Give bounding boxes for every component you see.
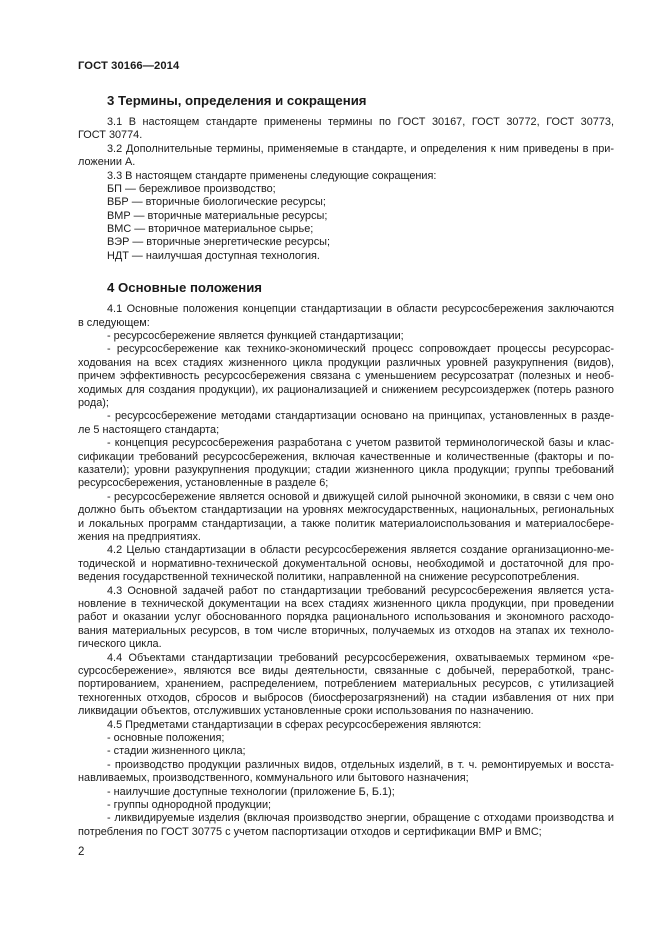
text-line: 4.2 Целью стандартизации в области ресурсосбережения является создание организационно-ме- xyxy=(107,544,614,556)
text-line: тодической и нормативно-технической документальной основы, необходимой и достаточной для про- xyxy=(78,558,614,570)
text-line: ликвидации объектов, отслуживших установленные сроки использования по назначению. xyxy=(78,705,534,717)
text-line: 3.3 В настоящем стандарте применены следующие сокращения: xyxy=(107,170,437,182)
list-item: - ликвидируемые изделия (включая производство энергии, обращение с отходами производства и xyxy=(107,812,614,824)
list-item: - стадии жизненного цикла; xyxy=(107,745,246,757)
text-line: в следующем: xyxy=(78,317,150,329)
text-line: ле 5 настоящего стандарта; xyxy=(78,424,220,436)
list-item: - основные положения; xyxy=(107,732,225,744)
text-line: 3.1 В настоящем стандарте применены термины по ГОСТ 30167, ГОСТ 30772, ГОСТ 30773, xyxy=(107,116,614,128)
abbreviation-item: ВМС — вторичное материальное сырье; xyxy=(107,223,314,235)
text-line: 4.4 Объектами стандартизации требований ресурсосбережения, охватываемых термином «ре- xyxy=(107,652,614,664)
list-item: - наилучшие доступные технологии (приложение Б, Б.1); xyxy=(107,786,395,798)
text-line: жения на предприятиях. xyxy=(78,531,201,543)
text-line: ходования на всех стадиях жизненного цикла продукции различных уровней разукрупнения (видов), xyxy=(78,357,614,369)
text-line: - ресурсосбережение является основой и движущей силой рыночной экономики, в связи с чем оно xyxy=(107,491,614,503)
text-line: ложении А. xyxy=(78,156,136,168)
text-line: ресурсосбережения, установленные в разделе 6; xyxy=(78,477,329,489)
text-line: и локальных программ стандартизации, а также политик материалоиспользования и материалосбере- xyxy=(78,518,614,530)
abbreviation-item: ВМР — вторичные материальные ресурсы; xyxy=(107,210,328,222)
text-line: 3.2 Дополнительные термины, применяемые в стандарте, и определения к ним приведены в при- xyxy=(107,143,614,155)
list-item: - производство продукции различных видов, отдельных изделий, в т. ч. ремонтируемых и восста- xyxy=(107,759,614,771)
text-line: рода); xyxy=(78,397,109,409)
document-code-header: ГОСТ 30166—2014 xyxy=(78,60,180,72)
text-line: новление в технической документации на всех стадиях жизненного цикла продукции, при проведении xyxy=(78,598,614,610)
text-line: 4.3 Основной задачей работ по стандартизации требований ресурсосбережения является уста- xyxy=(107,585,614,597)
text-line: сурсосбережение», являются все виды деятельности, связанные с добычей, переработкой, транс- xyxy=(78,665,614,677)
text-line: 4.1 Основные положения концепции стандартизации в области ресурсосбережения заключаются xyxy=(107,303,614,315)
text-line: техногенных отходов, сбросов и выбросов (биосферозагрязнений) на стадии избавления от них при xyxy=(78,692,614,704)
text-line: навливаемых, производственного, коммунального или бытового назначения; xyxy=(78,772,469,784)
text-line: причем эффективность ресурсосбережения связана с уменьшением ресурсозатрат (полезных и необ- xyxy=(78,370,614,382)
text-line: гического цикла. xyxy=(78,638,162,650)
text-line: портированием, хранением, распределением, потреблением материальных ресурсов, с утилизацией xyxy=(78,678,614,690)
abbreviation-item: БП — бережливое производство; xyxy=(107,183,276,195)
section-3-heading: 3 Термины, определения и сокращения xyxy=(107,93,367,108)
list-item: - ресурсосбережение является функцией стандартизации; xyxy=(107,330,404,342)
text-line: должно быть объектом стандартизации на уровнях межгосударственных, национальных, региональных xyxy=(78,504,614,516)
page-number: 2 xyxy=(78,846,85,858)
abbreviation-item: ВЭР — вторичные энергетические ресурсы; xyxy=(107,236,331,248)
text-line: ходимых для создания продукции), их рационализацией и снижением ресурсоиздержек (потерь разного xyxy=(78,384,614,396)
text-line: - ресурсосбережение как технико-экономический процесс сопровождает процессы ресурсорас- xyxy=(107,343,614,355)
abbreviation-item: ВБР — вторичные биологические ресурсы; xyxy=(107,196,326,208)
abbreviation-item: НДТ — наилучшая доступная технология. xyxy=(107,250,320,262)
text-line: сификации требований ресурсосбережения, включая качественные и количественные (факторы и по- xyxy=(78,451,614,463)
list-item: - группы однородной продукции; xyxy=(107,799,272,811)
text-line: ведения государственной технической политики, направленной на снижение ресурсопотребления. xyxy=(78,571,580,583)
text-line: - ресурсосбережение методами стандартизации основано на принципах, установленных в разде- xyxy=(107,410,614,422)
text-line: вания материальных ресурсов, в том числе вторичных, получаемых из отходов на этапах их техноло- xyxy=(78,625,614,637)
text-line: работ и оказании услуг обоснованного порядка рационального использования и экономного расходо- xyxy=(78,611,614,623)
text-line: казатели); уровни разукрупнения продукции; стадии жизненного цикла продукции; группы требований xyxy=(78,464,614,476)
text-line: 4.5 Предметами стандартизации в сферах ресурсосбережения являются: xyxy=(107,719,482,731)
text-line: потребления по ГОСТ 30775 с учетом паспортизации отходов и сертификации ВМР и ВМС; xyxy=(78,826,542,838)
text-line: ГОСТ 30774. xyxy=(78,129,143,141)
section-4-heading: 4 Основные положения xyxy=(107,280,262,295)
text-line: - концепция ресурсосбережения разработана с учетом развитой терминологической базы и клас- xyxy=(107,437,614,449)
